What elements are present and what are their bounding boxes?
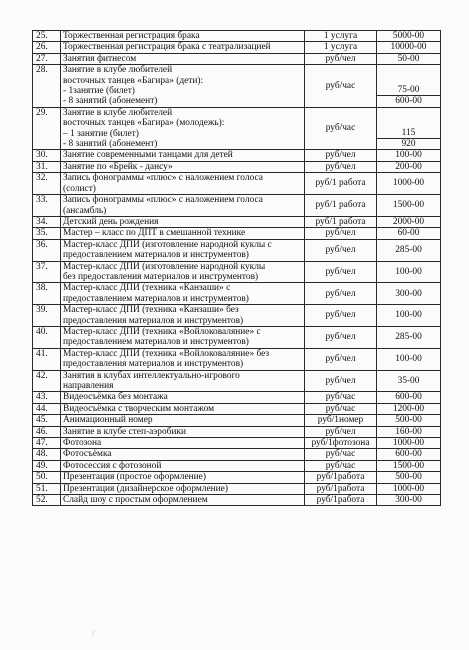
service-name	[61, 261, 305, 283]
price-cell	[377, 107, 441, 150]
unit-cell: руб/1номер	[305, 415, 377, 426]
service-line: Мастер-класс ДПИ (техника «Войлоковаляние» без	[63, 348, 270, 359]
row-number: 36.	[33, 239, 61, 261]
price-list-sheet	[32, 30, 440, 506]
table-row	[33, 53, 441, 64]
row-number: 38.	[33, 283, 61, 305]
unit-cell: руб/чел	[305, 261, 377, 283]
unit-cell: руб/чел	[305, 161, 377, 172]
row-number: 39.	[33, 305, 61, 327]
unit-cell: руб/1 работа	[305, 195, 377, 217]
service-line: Видеосъёмка с творческим монтажом	[63, 403, 215, 414]
service-name	[61, 107, 305, 150]
row-number: 40.	[33, 326, 61, 348]
table-row	[33, 495, 441, 506]
unit-cell: руб/час	[305, 460, 377, 471]
price-cell: 100-00	[377, 150, 441, 161]
table-row	[33, 173, 441, 195]
table-row	[33, 472, 441, 483]
row-number: 46.	[33, 426, 61, 437]
service-line: Занятия фитнесом	[63, 53, 137, 64]
price-cell: 285-00	[377, 239, 441, 261]
service-line: восточных танцев «Багира» (дети):	[63, 75, 204, 86]
table-row	[33, 261, 441, 283]
service-line: Мастер-класс ДПИ (техника «Канзаши» с	[63, 283, 231, 294]
service-name	[61, 283, 305, 305]
unit-cell: руб/1 работа	[305, 216, 377, 227]
unit-cell: руб/1 работа	[305, 173, 377, 195]
unit-cell: руб/час	[305, 449, 377, 460]
unit-cell: руб/1работа	[305, 472, 377, 483]
price-value: 920	[377, 138, 441, 149]
service-line: без предоставления материалов и инструментов)	[63, 271, 259, 282]
service-line: Мастер-класс ДПИ (изготовление народной куклы	[63, 261, 266, 272]
row-number: 47.	[33, 438, 61, 449]
table-row	[33, 31, 441, 42]
service-line: - 8 занятий (абонемент)	[63, 96, 158, 107]
table-row	[33, 283, 441, 305]
price-cell: 1000-00	[377, 483, 441, 494]
service-line: Занятие современными танцами для детей	[63, 150, 233, 161]
service-line: Анимационный номер	[63, 415, 153, 426]
price-cell	[377, 65, 441, 108]
table-row	[33, 195, 441, 217]
service-name	[61, 216, 305, 227]
service-name	[61, 42, 305, 53]
service-line: Фотосъёмка	[63, 449, 112, 460]
table-row	[33, 460, 441, 471]
table-row	[33, 415, 441, 426]
price-cell: 10000-00	[377, 42, 441, 53]
unit-cell: руб/чел	[305, 305, 377, 327]
service-line: предоставлением материалов и инструментов)	[63, 293, 249, 304]
unit-cell: 1 услуга	[305, 31, 377, 42]
service-line: Слайд шоу с простым оформлением	[63, 495, 208, 506]
price-cell: 160-00	[377, 426, 441, 437]
service-name	[61, 370, 305, 392]
service-name	[61, 415, 305, 426]
service-name	[61, 348, 305, 370]
service-name	[61, 403, 305, 414]
row-number: 25.	[33, 31, 61, 42]
service-name	[61, 326, 305, 348]
service-name	[61, 305, 305, 327]
table-row	[33, 403, 441, 414]
price-cell: 100-00	[377, 261, 441, 283]
table-row	[33, 107, 441, 150]
unit-cell: руб/1работа	[305, 495, 377, 506]
unit-cell: руб/чел	[305, 326, 377, 348]
price-value: 115	[401, 127, 416, 138]
service-line: Запись фонограммы «плюс» с наложением голоса	[63, 173, 263, 184]
service-line: Мастер – класс по ДПТ в смешанной технике	[63, 228, 246, 239]
row-number: 28.	[33, 65, 61, 108]
service-line: Запись фонограммы «плюс» с наложением голоса	[63, 195, 263, 206]
row-number: 52.	[33, 495, 61, 506]
service-line: Презентация (дизайнерское оформление)	[63, 483, 228, 494]
row-number: 48.	[33, 449, 61, 460]
table-row	[33, 370, 441, 392]
service-name	[61, 449, 305, 460]
service-name	[61, 438, 305, 449]
service-line: предоставлением материалов и инструментов)	[63, 250, 249, 261]
table-row	[33, 150, 441, 161]
row-number: 45.	[33, 415, 61, 426]
unit-cell: руб/час	[305, 107, 377, 150]
service-name	[61, 472, 305, 483]
service-line: Занятие в клубе любителей	[63, 65, 173, 76]
service-name	[61, 460, 305, 471]
table-row	[33, 326, 441, 348]
service-line: направления	[63, 381, 114, 391]
service-line: Презентация (простое оформление)	[63, 472, 206, 483]
service-line: Мастер-класс ДПИ (техника «Канзаши» без	[63, 305, 239, 316]
row-number: 34.	[33, 216, 61, 227]
table-row	[33, 42, 441, 53]
price-value: 600-00	[377, 95, 441, 106]
service-line: восточных танцев «Багира» (молодежь):	[63, 118, 225, 129]
row-number: 31.	[33, 161, 61, 172]
unit-cell: руб/чел	[305, 228, 377, 239]
service-name	[61, 392, 305, 403]
unit-cell: руб/1фотозона	[305, 438, 377, 449]
service-name	[61, 53, 305, 64]
pen-mark: /	[91, 627, 96, 640]
table-row	[33, 438, 441, 449]
row-number: 29.	[33, 107, 61, 150]
price-cell: 600-00	[377, 449, 441, 460]
service-line: - 8 занятий (абонемент)	[63, 139, 158, 150]
row-number: 49.	[33, 460, 61, 471]
price-cell: 600-00	[377, 392, 441, 403]
price-cell: 300-00	[377, 495, 441, 506]
price-cell: 5000-00	[377, 31, 441, 42]
unit-cell: руб/чел	[305, 239, 377, 261]
price-cell: 1200-00	[377, 403, 441, 414]
service-line: предоставления материалов и инструментов)	[63, 359, 244, 370]
price-cell: 1000-00	[377, 173, 441, 195]
unit-cell: руб/час	[305, 392, 377, 403]
service-name	[61, 239, 305, 261]
service-line: Видеосъёмка без монтажа	[63, 392, 168, 403]
price-cell: 100-00	[377, 305, 441, 327]
table-row	[33, 161, 441, 172]
price-cell: 1500-00	[377, 195, 441, 217]
service-name	[61, 65, 305, 108]
service-line: Занятия в клубах интеллектуально-игрового	[63, 370, 240, 381]
unit-cell: руб/чел	[305, 53, 377, 64]
service-line: Торжественная регистрация брака	[63, 31, 200, 41]
price-cell: 1000-00	[377, 438, 441, 449]
row-number: 32.	[33, 173, 61, 195]
row-number: 51.	[33, 483, 61, 494]
table-row	[33, 305, 441, 327]
row-number: 44.	[33, 403, 61, 414]
service-name	[61, 495, 305, 506]
row-number: 33.	[33, 195, 61, 217]
table-row	[33, 348, 441, 370]
service-name	[61, 173, 305, 195]
unit-cell: руб/час	[305, 403, 377, 414]
service-line: Фотосессия с фотозоной	[63, 460, 162, 471]
price-cell: 300-00	[377, 283, 441, 305]
row-number: 37.	[33, 261, 61, 283]
service-name	[61, 483, 305, 494]
table-row	[33, 228, 441, 239]
service-name	[61, 195, 305, 217]
service-line: предоставления материалов и инструментов)	[63, 315, 244, 326]
price-cell: 500-00	[377, 415, 441, 426]
price-table	[32, 30, 441, 506]
row-number: 27.	[33, 53, 61, 64]
service-line: (ансамбль)	[63, 205, 107, 216]
table-row	[33, 426, 441, 437]
service-line: Мастер-класс ДПИ (изготовление народной куклы с	[63, 239, 272, 250]
service-name	[61, 426, 305, 437]
unit-cell: руб/чел	[305, 370, 377, 392]
unit-cell: руб/чел	[305, 348, 377, 370]
row-number: 30.	[33, 150, 61, 161]
unit-cell: руб/чел	[305, 426, 377, 437]
service-name	[61, 150, 305, 161]
service-line: Торжественная регистрация брака с театрализацией	[63, 42, 271, 53]
unit-cell: руб/чел	[305, 150, 377, 161]
row-number: 41.	[33, 348, 61, 370]
table-row	[33, 216, 441, 227]
price-cell: 500-00	[377, 472, 441, 483]
unit-cell: руб/час	[305, 65, 377, 108]
service-line: - 1занятие (билет)	[63, 86, 135, 97]
row-number: 43.	[33, 392, 61, 403]
row-number: 35.	[33, 228, 61, 239]
price-value: 75-00	[397, 85, 420, 96]
service-line: Фотозона	[63, 438, 102, 449]
price-cell: 60-00	[377, 228, 441, 239]
unit-cell: 1 услуга	[305, 42, 377, 53]
price-cell: 100-00	[377, 348, 441, 370]
service-name	[61, 161, 305, 172]
service-line: предоставлением материалов и инструментов)	[63, 337, 249, 348]
price-cell: 35-00	[377, 370, 441, 392]
service-line: Занятие в клубе степ-аэробики	[63, 426, 187, 437]
service-line: Занятие в клубе любителей	[63, 107, 173, 118]
price-cell: 200-00	[377, 161, 441, 172]
unit-cell: руб/чел	[305, 283, 377, 305]
row-number: 26.	[33, 42, 61, 53]
price-table-body	[33, 31, 441, 506]
row-number: 42.	[33, 370, 61, 392]
service-name	[61, 31, 305, 42]
service-line: (солист)	[63, 183, 96, 194]
table-row	[33, 483, 441, 494]
table-row	[33, 392, 441, 403]
price-cell: 285-00	[377, 326, 441, 348]
price-cell: 2000-00	[377, 216, 441, 227]
price-cell: 1500-00	[377, 460, 441, 471]
table-row	[33, 239, 441, 261]
service-line: – 1 занятие (билет)	[63, 128, 139, 139]
unit-cell: руб/1работа	[305, 483, 377, 494]
row-number: 50.	[33, 472, 61, 483]
table-row	[33, 65, 441, 108]
service-line: Занятие по «Брейк - дансу»	[63, 161, 173, 172]
price-cell: 50-00	[377, 53, 441, 64]
service-name	[61, 228, 305, 239]
service-line: Детский день рождения	[63, 216, 159, 227]
service-line: Мастер-класс ДПИ (техника «Войлоковаляние» с	[63, 326, 261, 337]
table-row	[33, 449, 441, 460]
